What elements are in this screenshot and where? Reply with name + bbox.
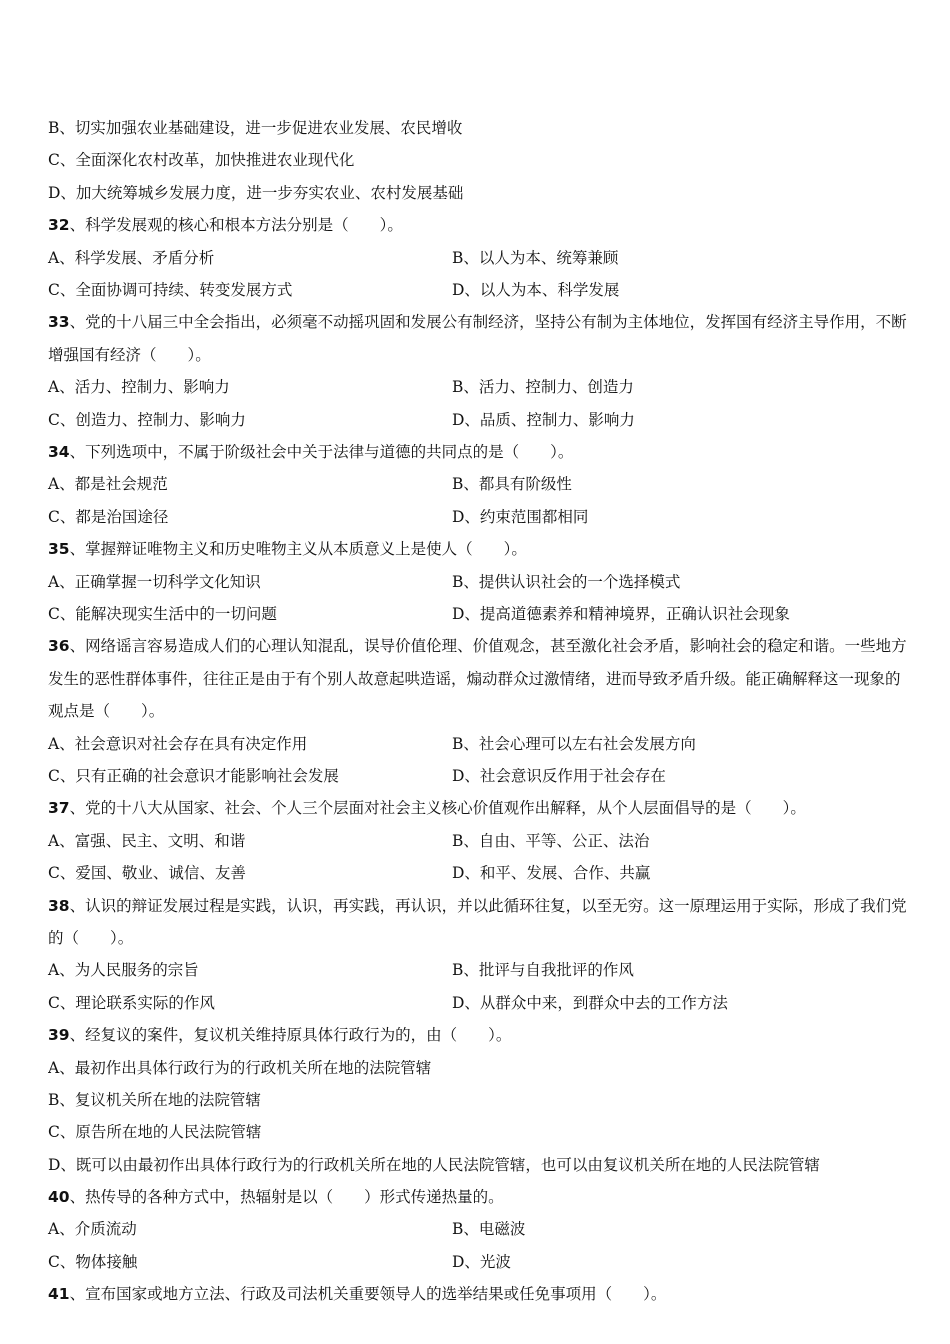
option-row <box>48 1246 908 1278</box>
question-39 <box>48 1019 908 1051</box>
option-c: C、只有正确的社会意识才能影响社会发展 <box>48 766 339 785</box>
option-b: B、批评与自我批评的作风 <box>452 961 634 980</box>
option-a: A、最初作出具体行政行为的行政机关所在地的法院管辖 <box>48 1058 432 1077</box>
option-a: A、为人民服务的宗旨 <box>48 961 199 980</box>
option-b: B、都具有阶级性 <box>452 475 572 494</box>
question-41 <box>48 1278 908 1310</box>
question-number: 39 <box>48 1026 70 1045</box>
question-text: 、宣布国家或地方立法、行政及司法机关重要领导人的选举结果或任免事项用（ ）。 <box>69 1285 667 1304</box>
question-text: 、认识的辩证发展过程是实践，认识，再实践，再认识，并以此循环往复，以至无穷。这一原理运用于实际，形成了我们党的（ ）。 <box>48 896 907 947</box>
option-b: B、切实加强农业基础建设，进一步促进农业发展、农民增收 <box>48 119 463 137</box>
option-b: B、电磁波 <box>452 1220 526 1239</box>
option-c: C、都是治国途径 <box>48 507 169 526</box>
option-a: A、社会意识对社会存在具有决定作用 <box>48 734 308 753</box>
option-row <box>48 760 908 792</box>
question-number: 40 <box>48 1188 70 1207</box>
option-d: D、既可以由最初作出具体行政行为的行政机关所在地的人民法院管辖，也可以由复议机关所在地的人民法院管辖 <box>48 1155 820 1174</box>
option-row <box>48 468 908 500</box>
question-number: 34 <box>48 442 70 461</box>
option-a: A、富强、民主、文明、和谐 <box>48 831 246 850</box>
question-number: 36 <box>48 637 70 656</box>
option-b: B、复议机关所在地的法院管辖 <box>48 1090 261 1109</box>
option-b: B、自由、平等、公正、法治 <box>452 831 650 850</box>
question-number: 38 <box>48 896 70 915</box>
question-text: 、科学发展观的核心和根本方法分别是（ ）。 <box>69 216 403 235</box>
option-row <box>48 987 908 1019</box>
question-number: 37 <box>48 799 70 818</box>
question-text: 、下列选项中，不属于阶级社会中关于法律与道德的共同点的是（ ）。 <box>69 442 574 461</box>
question-33 <box>48 306 908 371</box>
question-32 <box>48 209 908 241</box>
option-row <box>48 857 908 889</box>
option-c: C、物体接触 <box>48 1252 138 1271</box>
option-row <box>48 501 908 533</box>
question-number: 35 <box>48 540 70 559</box>
option-b: B、活力、控制力、创造力 <box>452 378 634 397</box>
option-row <box>48 1213 908 1245</box>
option-c: C、全面协调可持续、转变发展方式 <box>48 280 293 299</box>
question-text: 、经复议的案件，复议机关维持原具体行政行为的，由（ ）。 <box>69 1026 512 1045</box>
option-d: D、从群众中来，到群众中去的工作方法 <box>452 993 728 1012</box>
option-a: A、介质流动 <box>48 1220 137 1239</box>
option-b: B、社会心理可以左右社会发展方向 <box>452 734 696 753</box>
exam-page <box>48 112 908 1311</box>
question-text: 、网络谣言容易造成人们的心理认知混乱，误导价值伦理、价值观念，甚至激化社会矛盾，影响社会的稳定和谐。一些地方发生的恶性群体事件，往往正是由于有个别人故意起哄造谣，煽动群众过激情绪，进而导致矛盾升级。能正确解释这一现象的观点是（ ）。 <box>48 637 907 721</box>
option-c: C、原告所在地的人民法院管辖 <box>48 1123 262 1142</box>
question-text: 、热传导的各种方式中，热辐射是以（ ）形式传递热量的。 <box>69 1188 504 1207</box>
question-text: 、党的十八届三中全会指出，必须毫不动摇巩固和发展公有制经济，坚持公有制为主体地位，发挥国有经济主导作用，不断增强国有经济（ ）。 <box>48 313 907 364</box>
option-row <box>48 598 908 630</box>
option-row <box>48 274 908 306</box>
option-d: D、加大统筹城乡发展力度，进一步夯实农业、农村发展基础 <box>48 183 464 202</box>
option-d: D、提高道德素养和精神境界，正确认识社会现象 <box>452 604 790 623</box>
option-a: A、都是社会规范 <box>48 475 168 494</box>
option-row <box>48 728 908 760</box>
question-number: 33 <box>48 313 70 332</box>
option-c: C、能解决现实生活中的一切问题 <box>48 604 277 623</box>
option-row <box>48 242 908 274</box>
question-text: 、党的十八大从国家、社会、个人三个层面对社会主义核心价值观作出解释，从个人层面倡导的是（ ）。 <box>69 799 806 818</box>
option-a: A、科学发展、矛盾分析 <box>48 248 215 267</box>
option-row <box>48 371 908 403</box>
option-row <box>48 954 908 986</box>
option-c: C、创造力、控制力、影响力 <box>48 410 246 429</box>
question-38 <box>48 890 908 955</box>
question-36 <box>48 630 908 727</box>
option-row <box>48 566 908 598</box>
option-row <box>48 825 908 857</box>
question-text: 、掌握辩证唯物主义和历史唯物主义从本质意义上是使人（ ）。 <box>69 540 527 559</box>
option-a: A、活力、控制力、影响力 <box>48 378 230 397</box>
option-c: C、全面深化农村改革，加快推进农业现代化 <box>48 151 355 170</box>
option-row <box>48 404 908 436</box>
option-d: D、约束范围都相同 <box>452 507 589 526</box>
option-d: D、和平、发展、合作、共赢 <box>452 864 651 883</box>
question-35 <box>48 533 908 565</box>
option-d: D、品质、控制力、影响力 <box>452 410 635 429</box>
question-40 <box>48 1181 908 1213</box>
option-a: A、正确掌握一切科学文化知识 <box>48 572 261 591</box>
option-c: C、理论联系实际的作风 <box>48 993 215 1012</box>
question-number: 32 <box>48 216 70 235</box>
question-37 <box>48 792 908 824</box>
question-34 <box>48 436 908 468</box>
option-b: B、提供认识社会的一个选择模式 <box>452 572 681 591</box>
option-c: C、爱国、敬业、诚信、友善 <box>48 864 246 883</box>
option-d: D、以人为本、科学发展 <box>452 280 620 299</box>
question-number: 41 <box>48 1285 70 1304</box>
option-d: D、社会意识反作用于社会存在 <box>452 766 666 785</box>
option-b: B、以人为本、统筹兼顾 <box>452 248 619 267</box>
option-d: D、光波 <box>452 1252 511 1271</box>
